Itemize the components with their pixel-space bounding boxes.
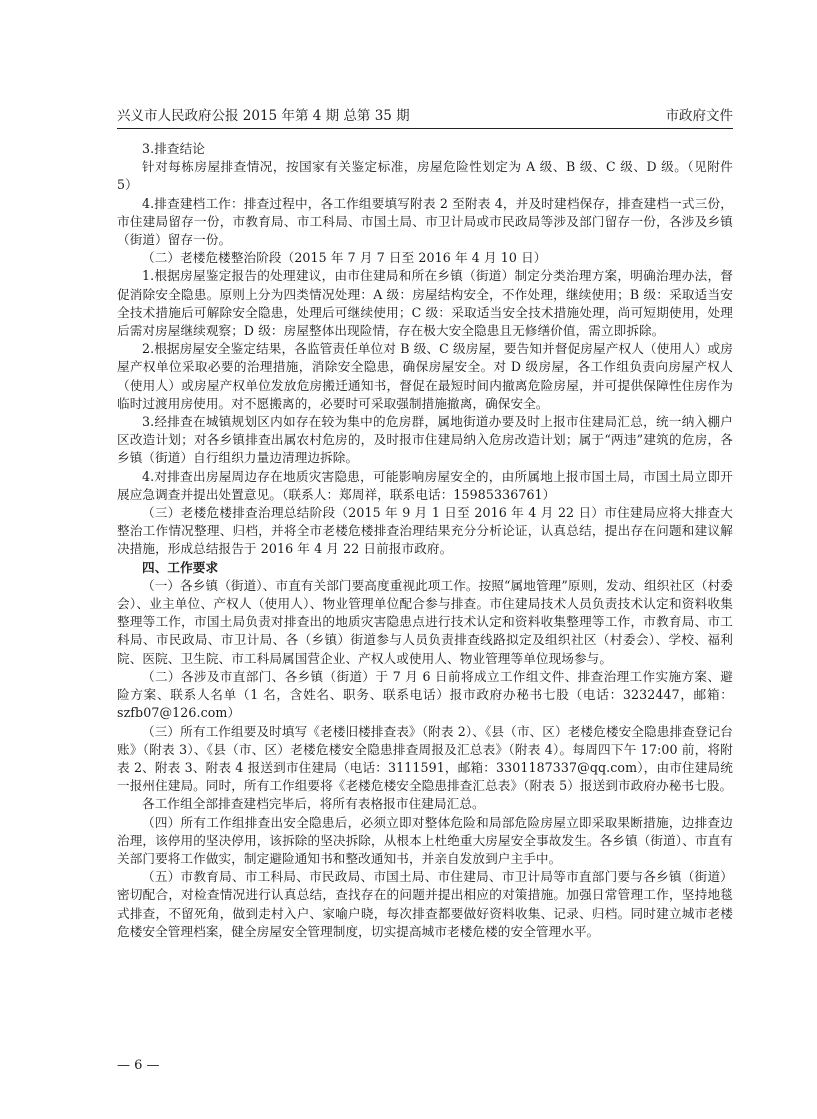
paragraph: 3.排查结论 [142, 141, 205, 156]
paragraph: （一）各乡镇（街道）、市直有关部门要高度重视此项工作。按照“属地管理”原则，发动、组织社区（村委会）、业主单位、产权人（使用人）、物业管理单位配合参与排查。市住建局技术人员负责技术认定和资料收集整理等工作，市国土局负责对排查出的地质灾害隐患点进行技术认定和资料收集整理等工作，市教育局、市工科局、市民政局、市卫计局、各（乡镇）街道参与人员负责排查线路拟定及组织社区（村委会）、学校、福利院、医院、卫生院、市工科局属国营企业、产权人或使用人、物业管理等单位现场参与。 [117, 577, 733, 666]
paragraph: 针对每栋房屋排查情况，按国家有关鉴定标准，房屋危险性划定为 A 级、B 级、C 级、D 级。（见附件 5） [117, 159, 733, 193]
header-section-name: 市政府文件 [665, 108, 733, 124]
paragraph: 4.排查建档工作：排查过程中，各工作组要填写附表 2 至附表 4，并及时建档保存，排查建档一式三份，市住建局留存一份，市教育局、市工科局、市国土局、市卫计局或市民政局等涉及部门留存一份，各涉及乡镇（街道）留存一份。 [117, 195, 733, 248]
paragraph: （四）所有工作组排查出安全隐患后，必须立即对整体危险和局部危险房屋立即采取果断措施，边排查边治理，该停用的坚决停用，该拆除的坚决拆除，从根本上杜绝重大房屋安全事故发生。各乡镇（街道）、市直有关部门要将工作做实，制定避险通知书和整改通知书，并亲自发放到户主手中。 [117, 814, 733, 866]
paragraph: （二）各涉及市直部门、各乡镇（街道）于 7 月 6 日前将成立工作组文件、排查治理工作实施方案、避险方案、联系人名单（1 名，含姓名、职务、联系电话）报市政府办秘书七股（电话：3232447，邮箱：szfb07@126.com） [117, 668, 733, 721]
paragraph: 2.根据房屋安全鉴定结果，各监管责任单位对 B 级、C 级房屋，要告知并督促房屋产权人（使用人）或房屋产权单位采取必要的治理措施，消除安全隐患，确保房屋安全。对 D 级房屋，各工作组负责向房屋产权人（使用人）或房屋产权单位发放危房搬迁通知书，督促在最短时间内撤离危险房屋，并可提供保障性住房作为临时过渡用房使用。对不愿搬离的，必要时可采取强制措施撤离，确保安全。 [117, 341, 733, 411]
paragraph: （二）老楼危楼整治阶段（2015 年 7 月 7 日至 2016 年 4 月 10 日） [142, 250, 547, 266]
running-header [117, 100, 733, 124]
paragraph: （五）市教育局、市工科局、市民政局、市国土局、市住建局、市卫计局等市直部门要与各乡镇（街道）密切配合，对检查情况进行认真总结，查找存在的问题并提出相应的对策措施。加强日常管理工作，坚持地毯式排查，不留死角，做到走村入户、家喻户晓，每次排查都要做好资料收集、记录、归档。同时建立城市老楼危楼安全管理档案，健全房屋安全管理制度，切实提高城市老楼危楼的安全管理水平。 [117, 869, 733, 939]
paragraph: （三）老楼危楼排查治理总结阶段（2015 年 9 月 1 日至 2016 年 4 月 22 日）市住建局应将大排查大整治工作情况整理、归档，并将全市老楼危楼排查治理结果充分分析论证，认真总结，提出存在问题和建议解决措施，形成总结报告于 2016 年 4 月 22 日前报市政府。 [117, 505, 733, 557]
paragraph: （三）所有工作组要及时填写《老楼旧楼排查表》（附表 2）、《县（市、区）老楼危楼安全隐患排查登记台账》（附表 3）、《县（市、区）老楼危楼安全隐患排查周报及汇总表》（附表 4）。每周四下午 17:00 前，将附表 2、附表 3、附表 4 报送到市住建局（电话：3111591，邮箱：3301187337@qq.com），由市住建局统一报州住建局。同时，所有工作组要将《老楼危楼安全隐患排查汇总表》（附表 5）报送到市政府办秘书七股。 [117, 723, 733, 794]
header-divider [117, 128, 733, 129]
page-number: — 6 — [117, 1058, 160, 1073]
paragraph: 各工作组全部排查建档完毕后，将所有表格报市住建局汇总。 [142, 796, 485, 812]
document-body [117, 140, 733, 941]
section-heading: 四、工作要求 [142, 559, 219, 575]
header-publication-title: 兴义市人民政府公报 2015 年第 4 期 总第 35 期 [117, 108, 410, 124]
paragraph: 1.根据房屋鉴定报告的处理建议，由市住建局和所在乡镇（街道）制定分类治理方案，明确治理办法，督促消除安全隐患。原则上分为四类情况处理：A 级：房屋结构安全，不作处理，继续使用；B 级：采取适当安全技术措施后可解除安全隐患，处理后可继续使用；C 级：采取适当安全技术措施处理，尚可短期使用，处理后需对房屋继续观察；D 级：房屋整体出现险情，存在极大安全隐患且无修缮价值，需立即拆除。 [117, 268, 733, 339]
paragraph: 3.经排查在城镇规划区内如存在较为集中的危房群，属地街道办要及时上报市住建局汇总，统一纳入棚户区改造计划；对各乡镇排查出属农村危房的，及时报市住建局纳入危房改造计划；属于“两违”建筑的危房，各乡镇（街道）自行组织力量边清理边拆除。 [117, 414, 733, 466]
paragraph: 4.对排查出房屋周边存在地质灾害隐患，可能影响房屋安全的，由所属地上报市国土局，市国土局立即开展应急调查并提出处置意见。（联系人：郑周祥，联系电话：15985336761） [117, 468, 733, 502]
